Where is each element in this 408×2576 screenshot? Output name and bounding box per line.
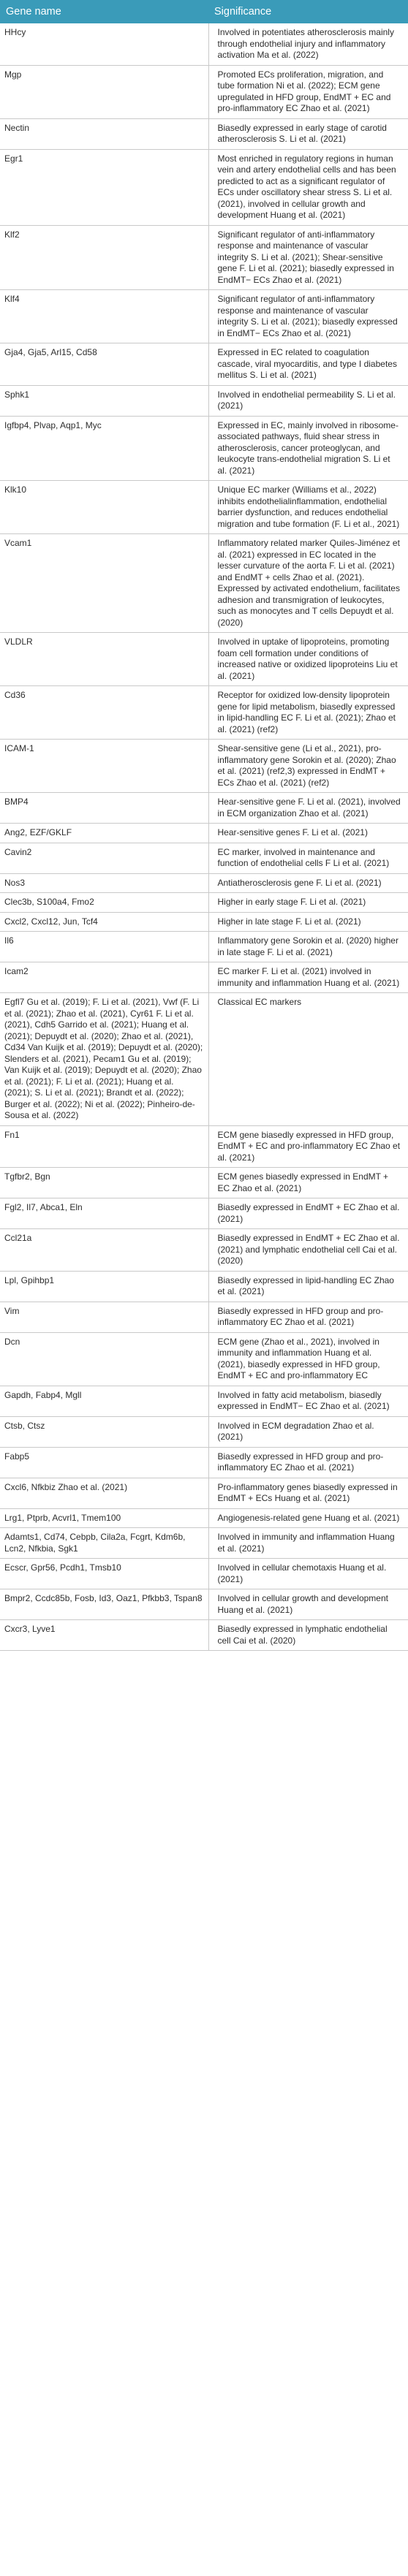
gene-name-cell: HHcy bbox=[0, 23, 208, 65]
table-row bbox=[0, 416, 408, 481]
gene-name-cell: Ctsb, Ctsz bbox=[0, 1416, 208, 1447]
significance-cell: Biasedly expressed in HFD group and pro-inflammatory EC Zhao et al. (2021) bbox=[208, 1447, 408, 1478]
gene-name-cell: Ecscr, Gpr56, Pcdh1, Tmsb10 bbox=[0, 1559, 208, 1589]
gene-name-cell: Tgfbr2, Bgn bbox=[0, 1168, 208, 1198]
significance-cell: Biasedly expressed in EndMT + EC Zhao et al. (2021) and lymphatic endothelial cell Cai et al. (2020) bbox=[208, 1229, 408, 1272]
gene-name-cell: Egr1 bbox=[0, 149, 208, 225]
table-row bbox=[0, 1198, 408, 1229]
significance-cell: EC marker F. Li et al. (2021) involved in immunity and inflammation Huang et al. (2021) bbox=[208, 962, 408, 993]
table-row bbox=[0, 1416, 408, 1447]
header-row bbox=[0, 0, 408, 23]
gene-name-cell: Ccl21a bbox=[0, 1229, 208, 1272]
gene-name-cell: Nectin bbox=[0, 118, 208, 149]
significance-cell: Involved in endothelial permeability S. Li et al. (2021) bbox=[208, 385, 408, 416]
significance-cell: Unique EC marker (Williams et al., 2022) inhibits endothelialinflammation, endothelial barrier dysfunction, and reduces endothelial migration and tube formation (F. Li et al., 2021) bbox=[208, 481, 408, 534]
table-row bbox=[0, 1229, 408, 1272]
gene-name-cell: Adamts1, Cd74, Cebpb, Cila2a, Fcgrt, Kdm6b, Lcn2, Nfkbia, Sgk1 bbox=[0, 1528, 208, 1559]
table-row bbox=[0, 225, 408, 290]
significance-cell: Pro-inflammatory genes biasedly expressed in EndMT + ECs Huang et al. (2021) bbox=[208, 1478, 408, 1508]
table-body bbox=[0, 23, 408, 1651]
gene-name-cell: Vcam1 bbox=[0, 534, 208, 633]
significance-cell: Significant regulator of anti-inflammatory response and maintenance of vascular integrity S. Li et al. (2021); Shear-sensitive gene F. Li et al. (2021); biasedly expressed in EndMT− ECs Zhao et al. (2021) bbox=[208, 225, 408, 290]
table-row bbox=[0, 385, 408, 416]
gene-name-cell: Cxcr3, Lyve1 bbox=[0, 1620, 208, 1651]
significance-cell: ECM gene (Zhao et al., 2021), involved in immunity and inflammation Huang et al. (2021), biasedly expressed in HFD group, EndMT + EC and pro-inflammatory EC bbox=[208, 1332, 408, 1386]
significance-cell: Expressed in EC, mainly involved in ribosome-associated pathways, fluid shear stress in atherosclerosis, cancer proteoglycan, and leukocyte trans-endothelial migration S. Li et al. (2021) bbox=[208, 416, 408, 481]
gene-name-cell: Il6 bbox=[0, 932, 208, 962]
significance-cell: Higher in early stage F. Li et al. (2021) bbox=[208, 893, 408, 913]
table-row bbox=[0, 932, 408, 962]
significance-cell: Promoted ECs proliferation, migration, and tube formation Ni et al. (2022); ECM gene upregulated in HFD group, EndMT + EC and pro-inflammatory EC Zhao et al. (2021) bbox=[208, 65, 408, 118]
significance-cell: Biasedly expressed in EndMT + EC Zhao et al. (2021) bbox=[208, 1198, 408, 1229]
significance-cell: Involved in uptake of lipoproteins, promoting foam cell formation under conditions of increased native or oxidized lipoproteins Liu et al. (2021) bbox=[208, 633, 408, 686]
gene-name-cell: VLDLR bbox=[0, 633, 208, 686]
gene-name-cell: Dcn bbox=[0, 1332, 208, 1386]
table-row bbox=[0, 1620, 408, 1651]
table-row bbox=[0, 793, 408, 824]
gene-name-cell: Igfbp4, Plvap, Aqp1, Myc bbox=[0, 416, 208, 481]
significance-cell: Biasedly expressed in lymphatic endothelial cell Cai et al. (2020) bbox=[208, 1620, 408, 1651]
significance-cell: Involved in fatty acid metabolism, biasedly expressed in EndMT− EC Zhao et al. (2021) bbox=[208, 1386, 408, 1416]
gene-name-cell: Egfl7 Gu et al. (2019); F. Li et al. (2021), Vwf (F. Li et al. (2021); Zhao et al. (2021), Cyr61 F. Li et al. (2021), Cdh5 Garrido et al. (2021); Huang et al. (2021); Depuydt et al. (2020); Zhao et al. (2021), Cd34 Van Kuijk et al. (2019); Depuydt et al. (2020); Slenders et al. (2021), Pecam1 Gu et al. (2019); Van Kuijk et al. (2019); Depuydt et al. (2020); Zhao et al. (2021); F. Li et al. (2021); Huang et al. (2021); S. Li et al. (2021); Brandt et al. (2022); Burger et al. (2022); Ni et al. (2022); Pinheiro-de-Sousa et al. (2022) bbox=[0, 993, 208, 1126]
table-row bbox=[0, 962, 408, 993]
table-row bbox=[0, 843, 408, 873]
gene-name-cell: Lpl, Gpihbp1 bbox=[0, 1271, 208, 1302]
gene-name-cell: Gja4, Gja5, Arl15, Cd58 bbox=[0, 343, 208, 386]
significance-cell: Receptor for oxidized low-density lipoprotein gene for lipid metabolism, biasedly expressed in lipid-handling EC F. Li et al. (2021); Zhao et al. (2021) (ref2) bbox=[208, 686, 408, 740]
gene-name-cell: Lrg1, Ptprb, Acvrl1, Tmem100 bbox=[0, 1508, 208, 1528]
table-row bbox=[0, 534, 408, 633]
gene-name-cell: Klk10 bbox=[0, 481, 208, 534]
significance-cell: Antiatherosclerosis gene F. Li et al. (2021) bbox=[208, 873, 408, 893]
table-row bbox=[0, 893, 408, 913]
significance-column-header: Significance bbox=[208, 0, 408, 23]
gene-name-cell: Cd36 bbox=[0, 686, 208, 740]
table-row bbox=[0, 993, 408, 1126]
table-row bbox=[0, 1559, 408, 1589]
table-row bbox=[0, 1528, 408, 1559]
gene-name-cell: Klf4 bbox=[0, 290, 208, 343]
significance-cell: Involved in cellular growth and development Huang et al. (2021) bbox=[208, 1589, 408, 1620]
table-row bbox=[0, 343, 408, 386]
table-row bbox=[0, 1589, 408, 1620]
table-row bbox=[0, 1125, 408, 1168]
table-row bbox=[0, 633, 408, 686]
gene-name-cell: Fabp5 bbox=[0, 1447, 208, 1478]
gene-name-column-header: Gene name bbox=[0, 0, 208, 23]
table-row bbox=[0, 1386, 408, 1416]
gene-name-cell: Fn1 bbox=[0, 1125, 208, 1168]
gene-name-cell: Bmpr2, Ccdc85b, Fosb, Id3, Oaz1, Pfkbb3, Tspan8 bbox=[0, 1589, 208, 1620]
gene-name-cell: Clec3b, S100a4, Fmo2 bbox=[0, 893, 208, 913]
table-row bbox=[0, 1168, 408, 1198]
significance-cell: Involved in potentiates atherosclerosis mainly through endothelial injury and inflammatory activation Ma et al. (2022) bbox=[208, 23, 408, 65]
table-row bbox=[0, 481, 408, 534]
table-row bbox=[0, 912, 408, 932]
table-header bbox=[0, 0, 408, 23]
table-row bbox=[0, 1332, 408, 1386]
table-row bbox=[0, 1271, 408, 1302]
gene-name-cell: Cxcl6, Nfkbiz Zhao et al. (2021) bbox=[0, 1478, 208, 1508]
table-row bbox=[0, 686, 408, 740]
table-row bbox=[0, 290, 408, 343]
gene-name-cell: Fgl2, Il7, Abca1, Eln bbox=[0, 1198, 208, 1229]
table-row bbox=[0, 740, 408, 793]
gene-name-cell: Cavin2 bbox=[0, 843, 208, 873]
gene-name-cell: Klf2 bbox=[0, 225, 208, 290]
significance-cell: Higher in late stage F. Li et al. (2021) bbox=[208, 912, 408, 932]
table-row bbox=[0, 65, 408, 118]
table-row bbox=[0, 149, 408, 225]
significance-cell: Most enriched in regulatory regions in human vein and artery endothelial cells and has been predicted to act as a significant regulator of ECs under oscillatory shear stress S. Li et al. (2021), involved in cellular growth and development Huang et al. (2021) bbox=[208, 149, 408, 225]
significance-cell: Involved in cellular chemotaxis Huang et al. (2021) bbox=[208, 1559, 408, 1589]
significance-cell: Shear-sensitive gene (Li et al., 2021), pro-inflammatory gene Sorokin et al. (2020); Zhao et al. (2021) (ref2,3) expressed in EndMT + ECs Zhao et al. (2021) (ref2) bbox=[208, 740, 408, 793]
gene-name-cell: Vim bbox=[0, 1302, 208, 1332]
significance-cell: Hear-sensitive gene F. Li et al. (2021), involved in ECM organization Zhao et al. (2021) bbox=[208, 793, 408, 824]
table-row bbox=[0, 1508, 408, 1528]
significance-cell: Biasedly expressed in lipid-handling EC Zhao et al. (2021) bbox=[208, 1271, 408, 1302]
significance-cell: Expressed in EC related to coagulation cascade, viral myocarditis, and type I diabetes mellitus S. Li et al. (2021) bbox=[208, 343, 408, 386]
significance-cell: Significant regulator of anti-inflammatory response and maintenance of vascular integrity S. Li et al. (2021); biasedly expressed in EndMT− ECs Zhao et al. (2021) bbox=[208, 290, 408, 343]
table-row bbox=[0, 1478, 408, 1508]
significance-cell: Involved in immunity and inflammation Huang et al. (2021) bbox=[208, 1528, 408, 1559]
table-row bbox=[0, 1447, 408, 1478]
gene-name-cell: ICAM-1 bbox=[0, 740, 208, 793]
significance-cell: Hear-sensitive genes F. Li et al. (2021) bbox=[208, 824, 408, 843]
table-row bbox=[0, 23, 408, 65]
table-row bbox=[0, 118, 408, 149]
significance-cell: Classical EC markers bbox=[208, 993, 408, 1126]
table-row bbox=[0, 824, 408, 843]
table-row bbox=[0, 1302, 408, 1332]
significance-cell: Angiogenesis-related gene Huang et al. (2021) bbox=[208, 1508, 408, 1528]
gene-name-cell: Ang2, EZF/GKLF bbox=[0, 824, 208, 843]
significance-cell: ECM genes biasedly expressed in EndMT + EC Zhao et al. (2021) bbox=[208, 1168, 408, 1198]
gene-name-cell: Mgp bbox=[0, 65, 208, 118]
gene-name-cell: Gapdh, Fabp4, Mgll bbox=[0, 1386, 208, 1416]
gene-name-cell: Sphk1 bbox=[0, 385, 208, 416]
significance-cell: Involved in ECM degradation Zhao et al. (2021) bbox=[208, 1416, 408, 1447]
significance-cell: EC marker, involved in maintenance and function of endothelial cells F Li et al. (2021) bbox=[208, 843, 408, 873]
gene-name-cell: Icam2 bbox=[0, 962, 208, 993]
gene-name-cell: Nos3 bbox=[0, 873, 208, 893]
significance-cell: Biasedly expressed in early stage of carotid atherosclerosis S. Li et al. (2021) bbox=[208, 118, 408, 149]
significance-cell: Inflammatory gene Sorokin et al. (2020) higher in late stage F. Li et al. (2021) bbox=[208, 932, 408, 962]
significance-cell: ECM gene biasedly expressed in HFD group, EndMT + EC and pro-inflammatory EC Zhao et al. (2021) bbox=[208, 1125, 408, 1168]
gene-name-cell: BMP4 bbox=[0, 793, 208, 824]
significance-cell: Biasedly expressed in HFD group and pro-inflammatory EC Zhao et al. (2021) bbox=[208, 1302, 408, 1332]
gene-name-cell: Cxcl2, Cxcl12, Jun, Tcf4 bbox=[0, 912, 208, 932]
table-row bbox=[0, 873, 408, 893]
significance-cell: Inflammatory related marker Quiles-Jiménez et al. (2021) expressed in EC located in the lesser curvature of the aorta F. Li et al. (2021) and EndMT + cells Zhao et al. (2021). Expressed by activated endothelium, facilitates adhesion and transmigration of leukocytes, such as monocytes and T cells Depuydt et al. (2020) bbox=[208, 534, 408, 633]
